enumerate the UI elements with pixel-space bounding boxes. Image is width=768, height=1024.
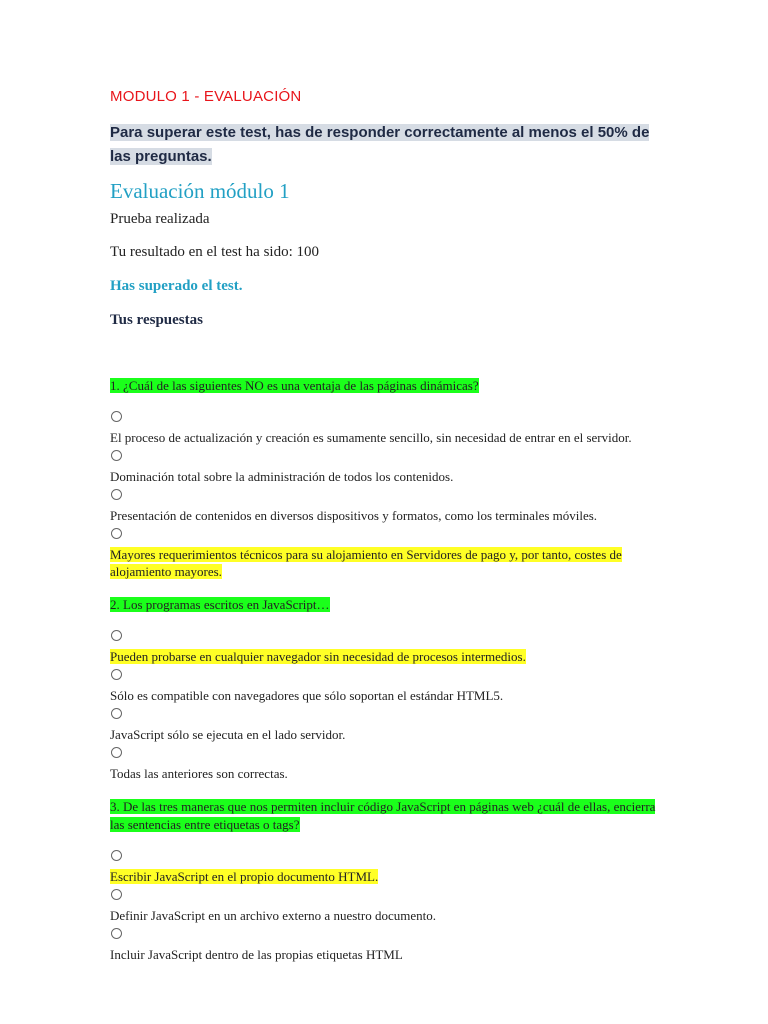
- answer-option[interactable]: [110, 924, 665, 963]
- answer-option-label: [110, 946, 665, 963]
- question-highlight: 2. Los programas escritos en JavaScript…: [110, 597, 330, 612]
- answer-option-label: [110, 868, 665, 885]
- answer-text: Todas las anteriores son correctas.: [110, 766, 288, 781]
- evaluation-title: Evaluación módulo 1: [110, 179, 290, 203]
- answer-option[interactable]: [110, 524, 665, 580]
- answer-text: El proceso de actualización y creación es sumamente sencillo, sin necesidad de entrar en el servidor.: [110, 430, 632, 445]
- radio-icon[interactable]: [111, 928, 122, 939]
- answer-option[interactable]: [110, 446, 665, 485]
- radio-icon[interactable]: [111, 528, 122, 539]
- radio-icon[interactable]: [111, 747, 122, 758]
- answer-option[interactable]: [110, 885, 665, 924]
- module-title: MODULO 1 - EVALUACIÓN: [110, 88, 302, 105]
- intro-text: [110, 121, 650, 169]
- question-text: [110, 596, 665, 614]
- answer-option-label: [110, 429, 665, 446]
- radio-icon[interactable]: [111, 708, 122, 719]
- questions-list: [110, 377, 665, 979]
- answer-option[interactable]: [110, 743, 665, 782]
- answer-option-label: [110, 648, 665, 665]
- question-highlight: 3. De las tres maneras que nos permiten incluir código JavaScript en páginas web ¿cuál de ellas, encierra las sentencias entre etiquetas o tags?: [110, 799, 656, 832]
- correct-answer-highlight: Pueden probarse en cualquier navegador sin necesidad de procesos intermedios.: [110, 649, 526, 664]
- answer-option-label: [110, 687, 665, 704]
- question-block: [110, 377, 665, 580]
- passed-text: Has superado el test.: [110, 278, 243, 294]
- answer-option-label: [110, 468, 665, 485]
- score-text: Tu resultado en el test ha sido: 100: [110, 244, 320, 260]
- answer-text: Dominación total sobre la administración de todos los contenidos.: [110, 469, 454, 484]
- question-text: [110, 377, 665, 395]
- answer-option[interactable]: [110, 407, 665, 446]
- answer-text: Definir JavaScript en un archivo externo a nuestro documento.: [110, 908, 436, 923]
- answers-heading: Tus respuestas: [110, 312, 203, 328]
- question-block: [110, 596, 665, 782]
- question-block: [110, 798, 665, 963]
- answer-option[interactable]: [110, 485, 665, 524]
- correct-answer-highlight: Mayores requerimientos técnicos para su alojamiento en Servidores de pago y, por tanto, costes de alojamiento mayores.: [110, 547, 622, 579]
- answer-option[interactable]: [110, 665, 665, 704]
- answer-option-label: [110, 765, 665, 782]
- radio-icon[interactable]: [111, 630, 122, 641]
- radio-icon[interactable]: [111, 669, 122, 680]
- radio-icon[interactable]: [111, 411, 122, 422]
- radio-icon[interactable]: [111, 889, 122, 900]
- answer-text: JavaScript sólo se ejecuta en el lado servidor.: [110, 727, 346, 742]
- answer-text: Incluir JavaScript dentro de las propias etiquetas HTML: [110, 947, 403, 962]
- radio-icon[interactable]: [111, 850, 122, 861]
- answer-option[interactable]: [110, 626, 665, 665]
- answer-option-label: [110, 907, 665, 924]
- answer-option[interactable]: [110, 846, 665, 885]
- answer-option-label: [110, 546, 665, 580]
- correct-answer-highlight: Escribir JavaScript en el propio documento HTML.: [110, 869, 379, 884]
- question-highlight: 1. ¿Cuál de las siguientes NO es una ventaja de las páginas dinámicas?: [110, 378, 479, 393]
- question-text: [110, 798, 665, 834]
- intro-highlight: Para superar este test, has de responder correctamente al menos el 50% de las preguntas.: [110, 124, 650, 165]
- status-text: Prueba realizada: [110, 211, 210, 227]
- answer-option-label: [110, 507, 665, 524]
- answer-text: Presentación de contenidos en diversos dispositivos y formatos, como los terminales móviles.: [110, 508, 598, 523]
- answer-text: Sólo es compatible con navegadores que sólo soportan el estándar HTML5.: [110, 688, 504, 703]
- answer-option[interactable]: [110, 704, 665, 743]
- answer-option-label: [110, 726, 665, 743]
- radio-icon[interactable]: [111, 450, 122, 461]
- radio-icon[interactable]: [111, 489, 122, 500]
